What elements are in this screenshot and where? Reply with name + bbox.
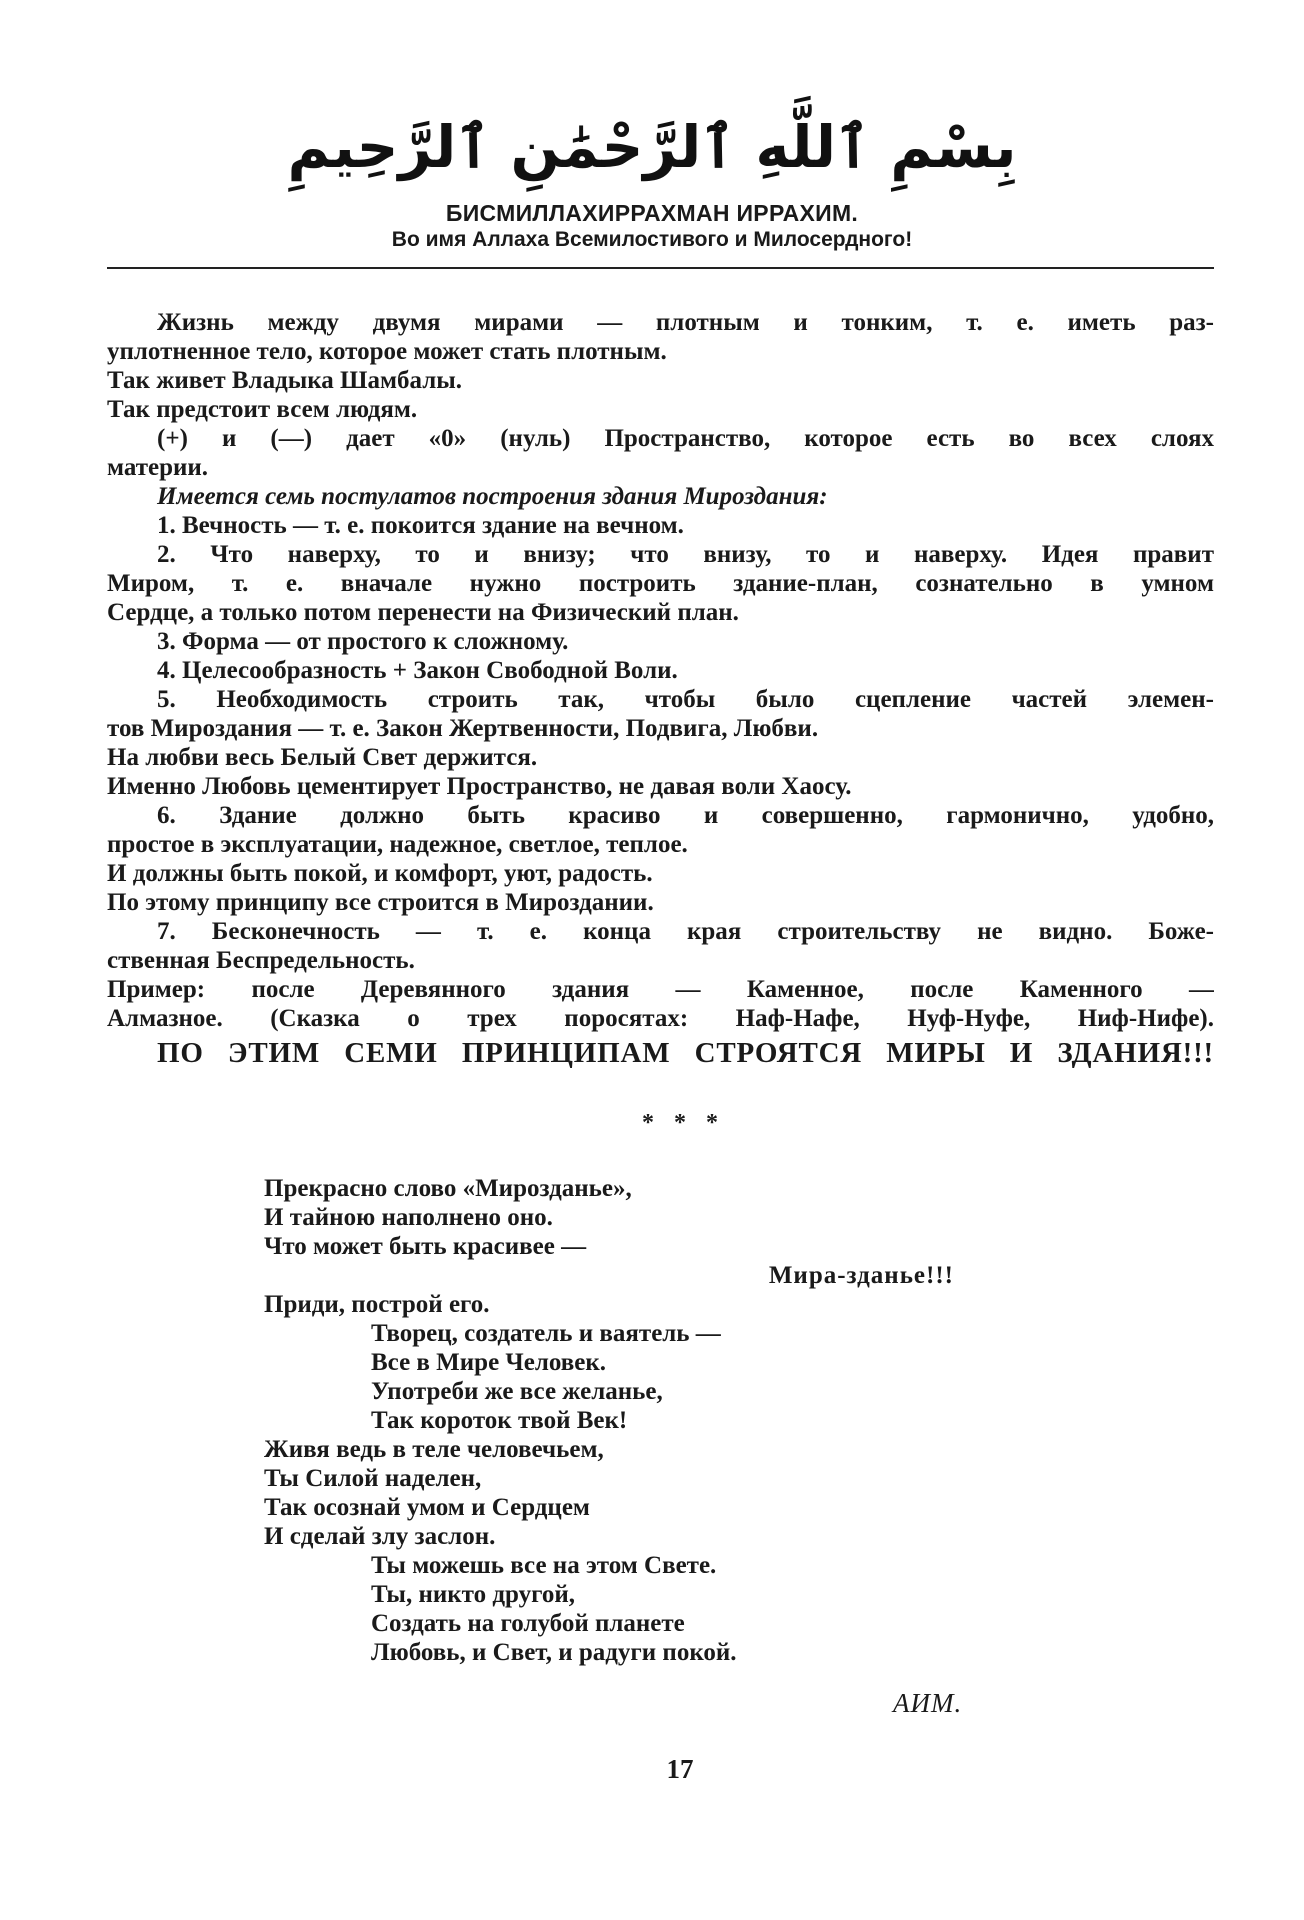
- poem-line: Мира-зданье!!!: [768, 1262, 954, 1289]
- poem-line: Ты, никто другой,: [371, 1581, 575, 1608]
- poem: [264, 1174, 984, 1667]
- poem-line: Создать на голубой планете: [371, 1610, 685, 1637]
- page-number: 17: [666, 1754, 694, 1784]
- text-line: ственная Беспредельность.: [107, 947, 415, 974]
- author-signature: АИМ.: [893, 1688, 963, 1718]
- poem-line: Приди, построй его.: [264, 1291, 490, 1318]
- text-line: Миром, т. е. вначале нужно построить здание-план, сознательно в умном: [107, 570, 1214, 597]
- text-line: тов Мироздания — т. е. Закон Жертвенности, Подвига, Любви.: [107, 715, 819, 742]
- text-line: Алмазное. (Сказка о трех поросятах: Наф-Нафе, Нуф-Нуфе, Ниф-Нифе).: [107, 1005, 1214, 1032]
- poem-line: И тайною наполнено оно.: [264, 1204, 553, 1231]
- basmala-calligraphy: بِسْمِ ٱللَّهِ ٱلرَّحْمَٰنِ ٱلرَّحِيمِ: [287, 113, 1017, 181]
- poem-line: Творец, создатель и ваятель —: [371, 1320, 721, 1347]
- text-line: Так предстоит всем людям.: [107, 396, 418, 423]
- text-line: 3. Форма — от простого к сложному.: [157, 628, 569, 655]
- poem-line: И сделай злу заслон.: [264, 1523, 496, 1550]
- text-line: простое в эксплуатации, надежное, светлое, теплое.: [107, 831, 688, 858]
- text-line: 7. Бесконечность — т. е. конца края строительству не видно. Боже-: [157, 918, 1214, 945]
- poem-line: Любовь, и Свет, и радуги покой.: [371, 1639, 737, 1666]
- text-line: И должны быть покой, и комфорт, уют, радость.: [107, 860, 653, 887]
- text-line: Жизнь между двумя мирами — плотным и тонким, т. е. иметь раз-: [157, 309, 1214, 336]
- text-line: 5. Необходимость строить так, чтобы было сцепление частей элемен-: [157, 686, 1214, 713]
- text-line: На любви весь Белый Свет держится.: [107, 744, 538, 771]
- poem-line: Так короток твой Век!: [371, 1407, 628, 1434]
- poem-line: Ты можешь все на этом Свете.: [371, 1552, 717, 1579]
- text-line: 1. Вечность — т. е. покоится здание на вечном.: [157, 512, 684, 539]
- section-separator: * * *: [642, 1110, 718, 1136]
- text-line: Пример: после Деревянного здания — Каменное, после Каменного —: [107, 976, 1214, 1003]
- postulates-heading: Имеется семь постулатов построения здания Мироздания:: [157, 483, 828, 510]
- poem-line: Все в Мире Человек.: [371, 1349, 607, 1376]
- poem-line: Прекрасно слово «Мирозданье»,: [264, 1175, 632, 1202]
- text-line: материи.: [107, 454, 209, 481]
- basmala-transliteration: БИСМИЛЛАХИРРАХМАН ИРРАХИМ.: [445, 200, 859, 226]
- text-line: 4. Целесообразность + Закон Свободной Воли.: [157, 657, 678, 684]
- poem-line: Так осознай умом и Сердцем: [264, 1494, 590, 1521]
- text-line: 2. Что наверху, то и внизу; что внизу, то и наверху. Идея правит: [157, 541, 1214, 568]
- text-line: 6. Здание должно быть красиво и совершенно, гармонично, удобно,: [157, 802, 1214, 829]
- principles-caps-line: ПО ЭТИМ СЕМИ ПРИНЦИПАМ СТРОЯТСЯ МИРЫ И ЗДАНИЯ!!!: [157, 1037, 1214, 1069]
- poem-line: Употреби же все желанье,: [371, 1378, 663, 1405]
- text-line: Именно Любовь цементирует Пространство, не давая воли Хаосу.: [107, 773, 852, 800]
- header-divider: [107, 267, 1214, 269]
- text-line: По этому принципу все строится в Мироздании.: [107, 889, 654, 916]
- poem-line: Живя ведь в теле человечьем,: [264, 1436, 604, 1463]
- text-line: (+) и (—) дает «0» (нуль) Пространство, которое есть во всех слоях: [157, 425, 1214, 452]
- poem-line: Ты Силой наделен,: [264, 1465, 482, 1492]
- main-text: [107, 308, 1214, 1033]
- text-line: Сердце, а только потом перенести на Физический план.: [107, 599, 739, 626]
- text-line: уплотненное тело, которое может стать плотным.: [107, 338, 667, 365]
- poem-line: Что может быть красивее —: [264, 1233, 587, 1260]
- basmala-translation: Во имя Аллаха Всемилостивого и Милосердного!: [391, 228, 913, 251]
- text-line: Так живет Владыка Шамбалы.: [107, 367, 463, 394]
